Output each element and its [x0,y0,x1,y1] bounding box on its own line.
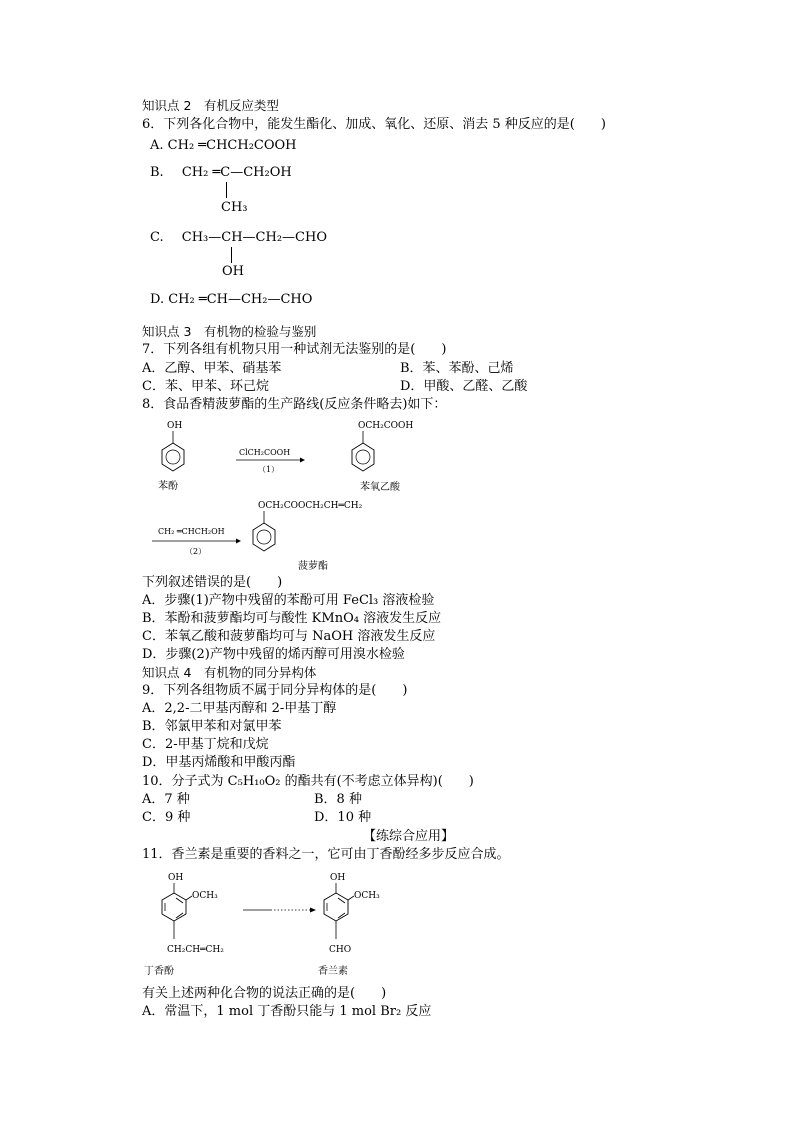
product-2-substituent: OCH₂COOCH₂CH═CH₂ [258,501,363,511]
question-9-stem: 9．下列各组物质不属于同分异构体的是( ) [142,683,408,698]
q7-option-d: D．甲酸、乙醛、乙酸 [400,379,528,394]
q6-option-a [150,137,297,154]
q7-option-b: B．苯、苯酚、己烯 [400,361,514,376]
question-10-stem: 10．分子式为 C₅H₁₀O₂ 的酯共有(不考虑立体异构)( ) [142,774,474,789]
q9-option-b: B．邻氯甲苯和对氯甲苯 [142,719,282,734]
step-2-number: （2） [185,547,207,556]
vanillin-structure [318,873,380,977]
q6-option-b-bond [226,182,227,198]
q10-option-c: C．9 种 [142,810,191,825]
eugenol-oh: OH [168,873,184,883]
q8-option-b: B．苯酚和菠萝酯均可与酸性 KMnO₄ 溶液发生反应 [142,611,442,626]
q6-option-d-label: D. [150,292,165,307]
section-title-comprehensive: 【练综合应用】 [363,829,455,844]
question-7-stem: 7．下列各组有机物只用一种试剂无法鉴别的是( ) [142,342,447,357]
section-heading-2: 知识点 2 有机反应类型 [142,98,279,113]
q11-option-a: A．常温下，1 mol 丁香酚只能与 1 mol Br₂ 反应 [142,1004,432,1019]
q8-option-c: C．苯氧乙酸和菠萝酯均可与 NaOH 溶液发生反应 [142,629,436,644]
q7-option-c: C．苯、甲苯、环己烷 [142,379,269,394]
q6-option-c-label: C. [150,230,164,245]
eugenol-label: 丁香酚 [144,966,174,977]
q6-option-c-bond [231,247,232,263]
q8-option-d: D．步骤(2)产物中残留的烯丙醇可用溴水检验 [142,647,405,662]
product-1-label: 苯氧乙酸 [360,482,400,493]
phenol-substituent: OH [167,421,183,431]
q6-option-d-formula: CH₂ ═CH—CH₂—CHO [168,292,313,307]
step-1-number: （1） [258,465,280,474]
q9-option-a: A．2,2-二甲基丙醇和 2-甲基丁醇 [142,701,337,716]
q6-option-c-branch: OH [222,264,244,279]
step-2-arrow [152,527,241,556]
q11-lead: 有关上述两种化合物的说法正确的是( ) [142,986,387,1001]
q10-option-d: D．10 种 [314,810,372,825]
pineapple-ester-structure [253,501,363,572]
q6-option-b [150,164,292,181]
q9-option-c: C．2-甲基丁烷和戊烷 [142,737,269,752]
q8-reaction-scheme [140,414,440,574]
q6-option-d [150,291,312,308]
question-6-stem: 6．下列各化合物中，能发生酯化、加成、氧化、还原、消去 5 种反应的是( ) [142,117,606,132]
q9-option-d: D．甲基丙烯酸和甲酸丙酯 [142,755,296,770]
q6-option-c-formula: CH₃—CH—CH₂—CHO [181,230,327,245]
question-11-stem: 11．香兰素是重要的香料之一，它可由丁香酚经多步反应合成。 [142,847,510,862]
eugenol-structure [144,873,224,977]
step-2-reagent: CH₂ ═CHCH₂OH [158,527,225,536]
step-1-reagent: ClCH₂COOH [239,448,291,457]
multistep-arrow [243,908,316,913]
product-1-substituent: OCH₂COOH [358,421,414,431]
section-heading-3: 知识点 3 有机物的检验与鉴别 [142,324,317,339]
phenoxyacetic-acid-structure [352,421,413,493]
q6-option-b-branch: CH₃ [221,200,248,215]
phenol-structure [158,421,184,492]
q6-option-a-label: A. [150,138,164,153]
q6-option-b-formula: CH₂ ═C—CH₂OH [181,165,292,180]
q8-lead: 下列叙述错误的是( ) [142,575,283,590]
vanillin-och3: OCH₃ [354,891,380,901]
q6-option-a-formula: CH₂ ═CHCH₂COOH [167,138,297,153]
q7-option-a: A．乙醇、甲苯、硝基苯 [142,361,282,376]
vanillin-label: 香兰素 [318,966,348,977]
q8-option-a: A．步骤(1)产物中残留的苯酚可用 FeCl₃ 溶液检验 [142,593,435,608]
q11-reaction-scheme [140,866,400,982]
step-1-arrow [236,448,305,474]
product-2-label: 菠萝酯 [298,561,328,572]
phenol-label: 苯酚 [158,481,178,492]
q6-option-c [150,229,327,246]
section-heading-4: 知识点 4 有机物的同分异构体 [142,665,317,680]
vanillin-cho: CHO [329,945,352,955]
vanillin-oh: OH [330,873,346,883]
question-8-stem: 8．食品香精菠萝酯的生产路线(反应条件略去)如下： [142,397,447,412]
eugenol-allyl: CH₂CH═CH₂ [167,945,224,955]
q10-option-b: B．8 种 [314,792,362,807]
q10-option-a: A．7 种 [142,792,190,807]
eugenol-och3: OCH₃ [192,891,218,901]
q6-option-b-label: B. [150,165,164,180]
